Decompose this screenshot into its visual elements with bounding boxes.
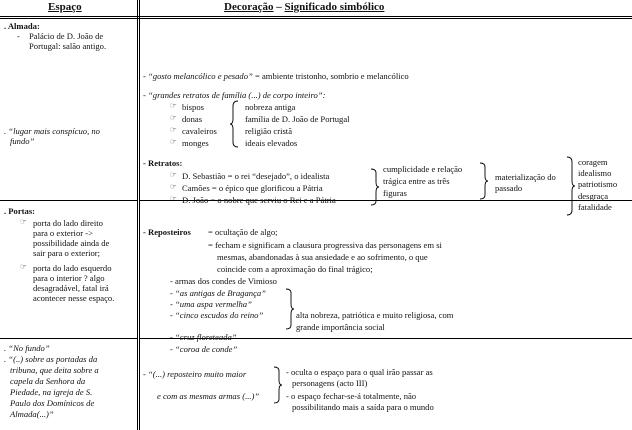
- right-reposteiros-1: = ocultação de algo;: [208, 227, 278, 237]
- right-retratos-label: - Retratos:: [143, 158, 183, 168]
- right-coragem: desgraça: [578, 191, 609, 201]
- header-decoracao: [224, 1, 384, 14]
- header-decoracao-sub: Significado simbólico: [284, 1, 385, 13]
- right-coragem: coragem: [578, 157, 608, 167]
- left-porta-dir-4: sair para o exterior;: [33, 248, 101, 258]
- left-sobre-3: capela da Senhora da: [10, 376, 86, 386]
- right-materializacao: passado: [495, 183, 523, 193]
- pointing-hand-icon: ☞: [170, 137, 177, 146]
- pointing-hand-icon: ☞: [170, 194, 177, 203]
- pointing-hand-icon: ☞: [20, 217, 27, 226]
- right-armas-item: - “uma aspa vermelha”: [170, 299, 252, 309]
- brace-icon: [565, 156, 575, 216]
- left-no-fundo: . “No fundo”: [4, 343, 50, 353]
- pointing-hand-icon: ☞: [170, 182, 177, 191]
- right-retratos-quote: - “grandes retratos de família (...) de corpo inteiro”:: [143, 90, 326, 100]
- right-oculta-1: - oculta o espaço para o qual irão passar as: [286, 367, 433, 377]
- header-rule-bottom: [0, 18, 632, 19]
- brace-icon: [230, 100, 240, 148]
- left-porta-esq-3: desagradável, fatal irá: [33, 283, 109, 293]
- left-porta-dir-3: possibilidade ainda de: [33, 238, 110, 248]
- pointing-hand-icon: ☞: [170, 170, 177, 179]
- right-retrato-item: cavaleiros: [182, 126, 217, 136]
- right-armas: - armas dos condes de Vimioso: [170, 276, 277, 286]
- left-almada: . Almada:: [4, 21, 40, 31]
- right-reposteiros-2b: mesmas, abandonadas à sua ansiedade e ao sofrimento, o que: [217, 252, 428, 262]
- right-armas-meaning-1: alta nobreza, patriótica e muito religiosa, com: [296, 310, 454, 320]
- left-sobre-2: tribuna, que deita sobre a: [10, 365, 99, 375]
- left-palacio-1: Palácio de D. João de: [29, 31, 104, 41]
- pointing-hand-icon: ☞: [170, 113, 177, 122]
- pointing-hand-icon: ☞: [20, 262, 27, 271]
- right-retrato-item: monges: [182, 138, 209, 148]
- right-coragem: fatalidade: [578, 202, 612, 212]
- right-coragem: patriotismo: [578, 179, 618, 189]
- right-armas-item: - “as antigas de Bragança”: [170, 288, 266, 298]
- left-sobre-6: Almada(...)”: [10, 409, 54, 419]
- row-rule-2: [0, 338, 137, 339]
- right-cumplicidade: trágica entre as três: [383, 176, 450, 186]
- left-sobre-4: Piedade, na igreja de S.: [10, 387, 93, 397]
- brace-icon: [272, 366, 282, 404]
- right-reposteiro-maior: - “(...) reposteiro muito maior: [143, 369, 247, 379]
- left-lugar-1: . “lugar mais conspícuo, no: [4, 126, 100, 136]
- right-armas-meaning-2: grande importância social: [296, 322, 385, 332]
- right-retrato-meaning: ideais elevados: [245, 138, 298, 148]
- right-reposteiros-2c: coincide com a aproximação do final trágico;: [217, 264, 373, 274]
- right-materializacao: materialização do: [495, 172, 556, 182]
- right-armas-item: - “cinco escudos do reino”: [170, 310, 264, 320]
- pointing-hand-icon: ☞: [170, 101, 177, 110]
- right-reposteiros-label: - Reposteiros: [143, 227, 191, 237]
- left-sobre-5: Paulo dos Domínicos de: [10, 398, 95, 408]
- right-mesmas-armas: e com as mesmas armas (...)”: [157, 391, 260, 401]
- right-retrato-item: bispos: [182, 102, 204, 112]
- right-retrato-meaning: religião cristã: [245, 126, 293, 136]
- right-coragem: idealismo: [578, 168, 612, 178]
- header-espaco: Espaço: [48, 1, 82, 13]
- left-porta-esq-1: porta do lado esquerdo: [33, 263, 112, 273]
- right-gosto-quote: - “gosto melancólico e pesado”: [143, 71, 253, 81]
- right-oculta-2: personagens (acto III): [292, 378, 368, 388]
- right-armas-item: - “coroa de conde”: [170, 344, 238, 354]
- header-rule-top: [0, 16, 632, 17]
- left-sobre-1: . “(..) sobre as portadas da: [4, 354, 98, 364]
- left-palacio-2: Portugal: salão antigo.: [29, 41, 107, 51]
- header-sep: –: [273, 1, 285, 13]
- right-armas-item: - “cruz floreteada”: [170, 332, 237, 342]
- right-cumplicidade: figuras: [383, 188, 407, 198]
- left-porta-esq-2: para o interior ? algo: [33, 273, 105, 283]
- brace-icon: [478, 162, 488, 200]
- right-retrato-meaning: família de D. João de Portugal: [245, 114, 350, 124]
- right-reposteiros-2a: = fecham e significam a clausura progressiva das personagens em si: [208, 240, 442, 250]
- right-retrato-meaning: nobreza antiga: [245, 102, 296, 112]
- right-retratos-list-item: Camões = o épico que glorificou a Pátria: [182, 183, 323, 193]
- left-porta-dir-2: para o exterior ->: [33, 228, 93, 238]
- right-espaco-1: - o espaço fechar-se-á totalmente, não: [286, 391, 417, 401]
- left-palacio-dash: -: [17, 31, 20, 41]
- left-portas: . Portas:: [4, 206, 36, 216]
- right-cumplicidade: cumplicidade e relação: [383, 164, 463, 174]
- left-lugar-2: fundo”: [10, 136, 35, 146]
- column-divider-outer: [137, 0, 138, 430]
- right-gosto: [143, 71, 409, 81]
- right-retrato-item: donas: [182, 114, 203, 124]
- brace-icon: [284, 288, 294, 330]
- left-porta-esq-4: acontecer nesse espaço.: [33, 293, 115, 303]
- brace-icon: [369, 168, 379, 206]
- row-rule-1: [0, 200, 137, 201]
- header-decoracao-main: Decoração: [224, 1, 274, 13]
- left-porta-dir-1: porta do lado direito: [33, 218, 103, 228]
- pointing-hand-icon: ☞: [170, 125, 177, 134]
- right-retratos-list-item: D. Sebastião = o rei “desejado”, o idealista: [182, 171, 330, 181]
- right-retratos-list-item: D. João = o nobre que serviu o Rei e a Pátria: [182, 195, 336, 205]
- right-gosto-meaning: = ambiente tristonho, sombrio e melancólico: [252, 71, 409, 81]
- right-espaco-2: possibilitando mais a saída para o mundo: [292, 402, 434, 412]
- column-divider-inner: [139, 0, 140, 430]
